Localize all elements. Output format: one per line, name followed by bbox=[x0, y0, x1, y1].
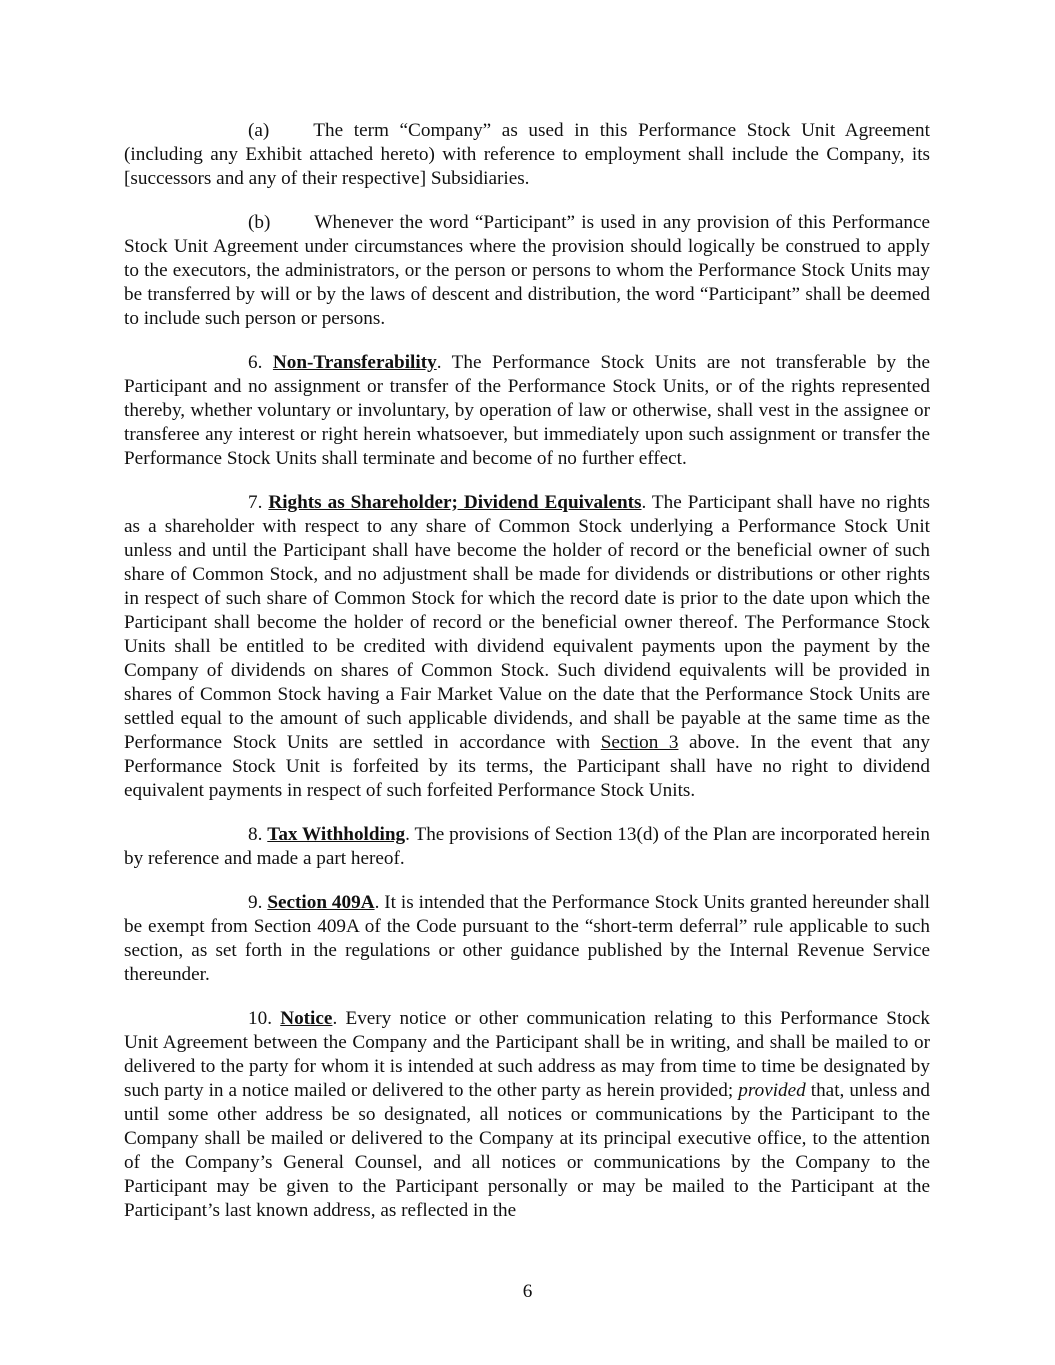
section-9-number: 9. bbox=[248, 892, 263, 913]
paragraph-b-label: (b) bbox=[248, 212, 271, 233]
section-6 bbox=[124, 351, 930, 471]
section-9-heading: Section 409A bbox=[267, 892, 375, 913]
provided-italic: provided bbox=[738, 1080, 806, 1101]
section-8 bbox=[124, 823, 930, 871]
section-7-text-part-2: above. In the event that any Performance Stock Unit is forfeited by its terms, the Participant shall have no right to dividend equivalent payments in respect of such forfeited Performance Stock Units. bbox=[124, 732, 930, 801]
section-9 bbox=[124, 891, 930, 987]
paragraph-a bbox=[124, 119, 930, 191]
section-7-number: 7. bbox=[248, 492, 263, 513]
section-3-reference: Section 3 bbox=[600, 732, 679, 753]
section-8-heading: Tax Withholding bbox=[267, 824, 406, 845]
paragraph-b bbox=[124, 211, 930, 331]
section-10 bbox=[124, 1007, 930, 1223]
section-10-text-part-2: that, unless and until some other address be so designated, all notices or communications by the Participant to the Company shall be mailed or delivered to the Company at its principal executive office, to the attention of the Company’s General Counsel, and all notices or communications by the Company to the Participant may be given to the Participant personally or may be mailed to the Participant at the Participant’s last known address, as reflected in the bbox=[124, 1080, 931, 1221]
section-8-number: 8. bbox=[248, 824, 263, 845]
section-6-number: 6. bbox=[248, 352, 263, 373]
page-number: 6 bbox=[522, 1281, 533, 1302]
section-8-text: . The provisions of Section 13(d) of the Plan are incorporated herein by reference and made a part hereof. bbox=[124, 824, 930, 869]
section-10-text-part-1: . Every notice or other communication relating to this Performance Stock Unit Agreement between the Company and the Participant shall be in writing, and shall be mailed to or delivered to the party for whom it is intended at such address as may from time to time be designated by such party in a notice mailed or delivered to the other party as herein provided; bbox=[124, 1008, 931, 1101]
section-6-text: . The Performance Stock Units are not transferable by the Participant and no assignment or transfer of the Performance Stock Units, or of the rights represented thereby, whether voluntary or involuntary, by operation of law or otherwise, shall vest in the assignee or transferee any interest or right herein whatsoever, but immediately upon such assignment or transfer the Performance Stock Units shall terminate and become of no further effect. bbox=[124, 352, 931, 469]
section-7 bbox=[124, 491, 930, 803]
section-9-text: . It is intended that the Performance Stock Units granted hereunder shall be exempt from Section 409A of the Code pursuant to the “short-term deferral” rule applicable to such section, as set forth in the regulations or other guidance published by the Internal Revenue Service thereunder. bbox=[124, 892, 931, 985]
section-10-heading: Notice bbox=[280, 1008, 333, 1029]
section-10-number: 10. bbox=[248, 1008, 272, 1029]
section-7-text-part-1: . The Participant shall have no rights as a shareholder with respect to any share of Common Stock underlying a Performance Stock Unit unless and until the Participant shall have become the holder of record or the beneficial owner of such share of Common Stock, and no adjustment shall be made for dividends or distributions or other rights in respect of such share of Common Stock for which the record date is prior to the date upon which the Participant shall become the holder of record or the beneficial owner thereof. The Performance Stock Units shall be entitled to be credited with dividend equivalent payments upon the payment by the Company of dividends on shares of Common Stock. Such dividend equivalents will be provided in shares of Common Stock having a Fair Market Value on the date that the Performance Stock Units are settled equal to the amount of such applicable dividends, and shall be payable at the same time as the Performance Stock Units are settled in accordance with bbox=[124, 492, 930, 753]
paragraph-a-text: The term “Company” as used in this Performance Stock Unit Agreement (including any Exhibit attached hereto) with reference to employment shall include the Company, its [successors and any of their respective] Subsidiaries. bbox=[124, 120, 930, 189]
section-7-heading: Rights as Shareholder; Dividend Equivalents bbox=[268, 492, 642, 513]
paragraph-a-label: (a) bbox=[248, 120, 270, 141]
section-6-heading: Non-Transferability bbox=[272, 352, 437, 373]
document-body bbox=[124, 119, 930, 1243]
paragraph-b-text: Whenever the word “Participant” is used in any provision of this Performance Stock Unit Agreement under circumstances where the provision should logically be construed to apply to the executors, the administrators, or the person or persons to whom the Performance Stock Units may be transferred by will or by the laws of descent and distribution, the word “Participant” shall be deemed to include such person or persons. bbox=[124, 212, 930, 329]
